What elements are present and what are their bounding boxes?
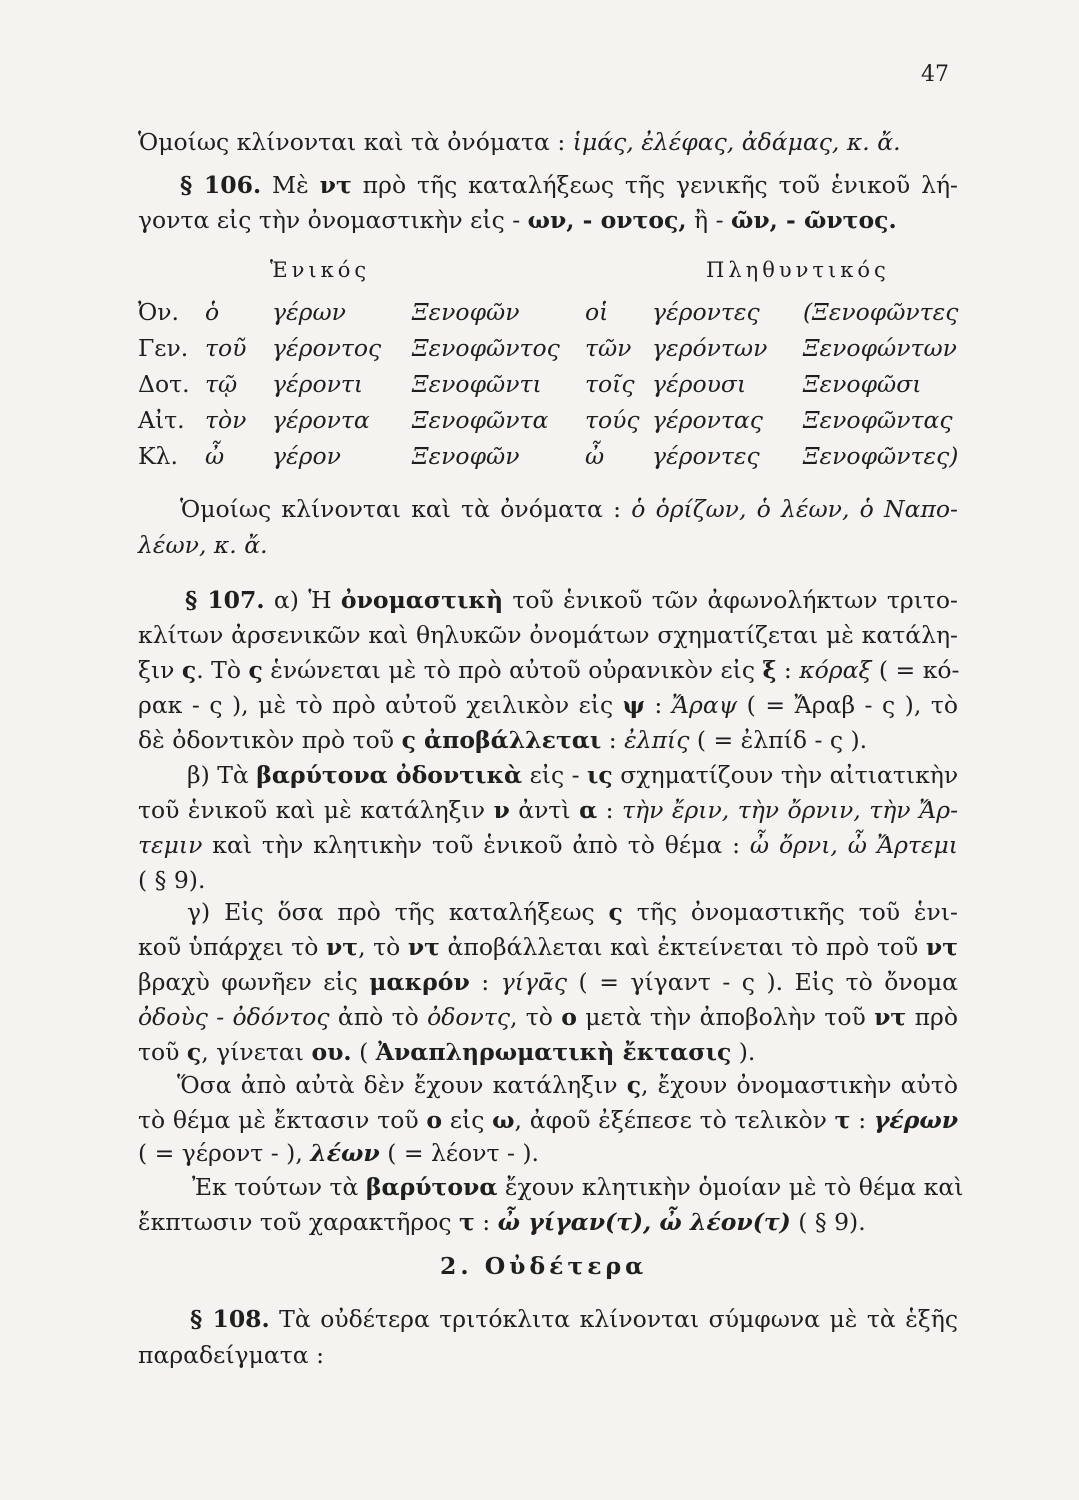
bold-term: α: [579, 796, 598, 824]
para-text: , τὸ: [510, 1003, 562, 1031]
para-text: γ) Εἰς ὅσα πρὸ τῆς καταλήξεως: [187, 898, 609, 926]
para-text: δὲ ὀδοντικὸν πρὸ τοῦ: [138, 726, 402, 754]
bold-term: ν: [493, 796, 510, 824]
word-xenophon: Ξενοφῶν: [412, 442, 520, 470]
example-words: κόραξ: [799, 656, 872, 684]
bold-term: ξ: [762, 656, 777, 684]
para-text: τοῦ ἑνικοῦ τῶν ἀφωνολήκτων τριτο-: [503, 586, 958, 614]
gamma-line-2: [138, 932, 958, 962]
example-words: ὦ ὄρνι, ὦ Ἄρτεμι: [749, 831, 958, 859]
gamma-line-8: [138, 1138, 958, 1168]
bold-term: ς: [248, 656, 263, 684]
para-text: εἰς -: [522, 761, 588, 789]
para-text: τὸ θέμα μὲ ἔκτασιν τοῦ: [138, 1106, 427, 1134]
section-107-line-2: κλίτων ἀρσενικῶν καὶ θηλυκῶν ὀνομάτων σχηματίζεται μὲ κατάλη-: [138, 621, 958, 649]
word-xenophon-plural: Ξενοφῶντας: [803, 406, 953, 434]
gamma-line-9: [192, 1172, 964, 1202]
bold-term: ῶν, - ῶντος.: [730, 206, 897, 234]
example-words: λέων, κ. ἄ.: [138, 531, 268, 559]
header-plural: Πληθυντικός: [706, 258, 890, 282]
word-xenophon-plural: (Ξενοφῶντες: [803, 298, 959, 326]
para-text: β) Τὰ: [187, 761, 257, 789]
para-text: ξιν: [138, 656, 182, 684]
similar-nouns-line-2: [138, 530, 958, 560]
header-singular: Ἑνικός: [270, 258, 371, 282]
bold-term: βαρύτονα ὀδοντικὰ: [256, 761, 523, 789]
example-words: ἐλπίς: [624, 726, 690, 754]
gamma-line-5: [138, 1037, 958, 1067]
para-text: ( = γέροντ - ),: [138, 1139, 311, 1167]
case-label: Ὀν.: [138, 298, 180, 326]
example-words: ἱμάς, ἐλέφας, ἀδάμας, κ. ἄ.: [572, 128, 901, 156]
section-107-line-3: [138, 655, 958, 685]
article: τὸν: [205, 406, 247, 434]
para-text: :: [644, 691, 672, 719]
para-text: ( = κό-: [871, 656, 960, 684]
word-geron-plural: γέροντας: [652, 406, 763, 434]
para-text: κοῦ ὑπάρχει τὸ: [138, 933, 326, 961]
gamma-line-6: [177, 1070, 958, 1100]
section-106-line-2: [138, 205, 958, 235]
article: ὁ: [205, 298, 220, 326]
example-words: λέων: [310, 1139, 380, 1167]
para-text: :: [850, 1106, 874, 1134]
para-text: Ἐκ τούτων τὰ: [192, 1173, 366, 1201]
example-words: τὴν ἔριν, τὴν ὄρνιν, τὴν Ἄρ-: [622, 796, 959, 824]
gamma-line-10: [138, 1207, 958, 1237]
bold-term: τ: [834, 1106, 851, 1134]
para-text: ( = Ἄραβ - ς ), τὸ: [737, 691, 958, 719]
article-plural: τῶν: [585, 334, 632, 362]
para-text: ἀπὸ τὸ: [329, 1003, 428, 1031]
word-xenophon-plural: Ξενοφῶντες): [803, 442, 959, 470]
word-xenophon-plural: Ξενοφώντων: [803, 334, 957, 362]
para-text: α) Ἡ: [264, 586, 341, 614]
beta-line-4: ( § 9).: [138, 866, 206, 894]
para-text: , τὸ: [358, 933, 408, 961]
para-text: ἑνώνεται μὲ τὸ πρὸ αὐτοῦ οὐρανικὸν εἰς: [262, 656, 763, 684]
para-text: :: [474, 1208, 498, 1236]
para-text: Ὁμοίως κλίνονται καὶ τὰ ὀνόματα :: [180, 495, 632, 523]
para-text: Τὰ οὐδέτερα τριτόκλιτα κλίνονται σύμφωνα μὲ τὰ ἑξῆς: [269, 1305, 958, 1333]
para-text: εἰς: [442, 1106, 493, 1134]
word-xenophon: Ξενοφῶντος: [412, 334, 560, 362]
section-108-line-1: [190, 1304, 958, 1334]
bold-term: Ἀναπληρωματικὴ ἔκτασις: [375, 1038, 732, 1066]
para-text: , ἀφοῦ ἐξέπεσε τὸ τελικὸν: [514, 1106, 835, 1134]
gamma-line-7: [138, 1105, 958, 1135]
bold-term: ις: [587, 761, 613, 789]
para-text: ( = γίγαντ - ς ). Εἰς τὸ ὄνομα: [567, 968, 958, 996]
bold-term: ντ: [407, 933, 440, 961]
bold-term: ντ: [319, 171, 352, 199]
para-text: ρακ - ς ), μὲ τὸ πρὸ αὐτοῦ χειλικὸν εἰς: [138, 691, 623, 719]
bold-term: ντ: [874, 1003, 907, 1031]
bold-term: ω: [492, 1106, 515, 1134]
para-text: ).: [731, 1038, 756, 1066]
para-text: ἔκπτωσιν τοῦ χαρακτῆρος: [138, 1208, 459, 1236]
example-words: γέρων: [873, 1106, 958, 1134]
section-108-line-2: παραδείγματα :: [138, 1341, 324, 1369]
para-text: καὶ τὴν κλητικὴν τοῦ ἑνικοῦ ἀπὸ τὸ θέμα :: [202, 831, 750, 859]
gamma-line-1: [187, 897, 958, 927]
example-words: τεμιν: [138, 831, 203, 859]
example-words: ὦ γίγαν(τ), ὦ λέον(τ): [497, 1208, 791, 1236]
article-plural: τοῖς: [585, 370, 635, 398]
para-text: τῆς ὀνομαστικῆς τοῦ ἑνι-: [622, 898, 958, 926]
similar-nouns-line-1: [180, 494, 958, 524]
article: τοῦ: [205, 334, 247, 362]
bold-term: ς: [186, 1038, 202, 1066]
example-words: ὁ ὁρίζων, ὁ λέων, ὁ Ναπο-: [631, 495, 958, 523]
bold-term: μακρόν: [369, 968, 470, 996]
bold-term: βαρύτονα: [365, 1173, 498, 1201]
para-text: ( = ἐλπίδ - ς ).: [689, 726, 868, 754]
para-text: μετὰ τὴν ἀποβολὴν τοῦ: [576, 1003, 875, 1031]
beta-line-2: [138, 795, 958, 825]
para-105-line: [138, 127, 958, 157]
para-text: ἀποβάλλεται καὶ ἐκτείνεται τὸ πρὸ τοῦ: [440, 933, 926, 961]
word-xenophon: Ξενοφῶν: [412, 298, 520, 326]
para-text: (: [351, 1038, 376, 1066]
para-text: ( § 9).: [790, 1208, 866, 1236]
gamma-line-4: [138, 1002, 958, 1032]
bold-term: ο: [561, 1003, 577, 1031]
article-plural: ὦ: [585, 442, 605, 470]
word-xenophon: Ξενοφῶντα: [412, 406, 549, 434]
bold-term: ψ: [622, 691, 645, 719]
para-text: Ὁμοίως κλίνονται καὶ τὰ ὀνόματα :: [138, 128, 573, 156]
section-heading-neuter: 2. Οὐδέτερα: [440, 1252, 648, 1280]
section-107-line-5: [138, 725, 958, 755]
beta-line-3: [138, 830, 958, 860]
para-text: ἀντὶ: [509, 796, 580, 824]
beta-line-1: [187, 760, 958, 790]
article: τῷ: [205, 370, 238, 398]
para-text: Μὲ: [261, 171, 320, 199]
word-geron-plural: γέροντες: [652, 298, 760, 326]
bold-term: ὀνομαστικὴ: [340, 586, 504, 614]
bold-term: ντ: [925, 933, 959, 961]
bold-term: ς ἀποβάλλεται: [401, 726, 602, 754]
section-106-line-1: [180, 170, 958, 200]
word-geron: γέρων: [272, 298, 346, 326]
bold-term: ο: [426, 1106, 443, 1134]
para-text: :: [597, 796, 623, 824]
word-geron: γέροντος: [272, 334, 382, 362]
case-label: Κλ.: [138, 442, 178, 470]
bold-term: τ: [458, 1208, 475, 1236]
para-text: ἢ -: [686, 206, 731, 234]
para-text: σχηματίζουν τὴν αἰτιατικὴν: [612, 761, 959, 789]
word-xenophon: Ξενοφῶντι: [412, 370, 542, 398]
para-text: τοῦ: [138, 1038, 187, 1066]
section-number: § 107.: [185, 586, 265, 614]
section-107-line-4: [138, 690, 958, 720]
para-text: , γίνεται: [201, 1038, 312, 1066]
example-words: γίγᾱς: [500, 968, 568, 996]
section-number: § 106.: [180, 171, 262, 199]
para-text: , ἔχουν ὀνομαστικὴν αὐτὸ: [641, 1071, 958, 1099]
gamma-line-3: [138, 967, 958, 997]
bold-term: ου.: [311, 1038, 352, 1066]
case-label: Αἰτ.: [138, 406, 185, 434]
para-text: . Τὸ: [196, 656, 249, 684]
word-geron-plural: γέρουσι: [652, 370, 747, 398]
section-107-line-1: [185, 585, 958, 615]
word-geron: γέροντα: [272, 406, 370, 434]
case-label: Γεν.: [138, 334, 189, 362]
word-geron-plural: γέροντες: [652, 442, 760, 470]
para-text: πρὸ: [906, 1003, 958, 1031]
page-number: 47: [921, 62, 949, 87]
para-text: πρὸ τῆς καταλήξεως τῆς γενικῆς τοῦ ἑνικοῦ λή-: [351, 171, 958, 199]
para-text: βραχὺ φωνῆεν εἰς: [138, 968, 370, 996]
para-text: ( = λέοντ - ).: [379, 1139, 540, 1167]
para-text: ἔχουν κλητικὴν ὁμοίαν μὲ τὸ θέμα καὶ: [497, 1173, 964, 1201]
bold-term: ς: [608, 898, 623, 926]
para-text: τοῦ ἑνικοῦ καὶ μὲ κατάληξιν: [138, 796, 494, 824]
example-words: Ἄραψ: [671, 691, 738, 719]
article-plural: τούς: [585, 406, 640, 434]
para-text: :: [776, 656, 800, 684]
para-text: Ὅσα ἀπὸ αὐτὰ δὲν ἔχουν κατάληξιν: [177, 1071, 627, 1099]
para-text: :: [469, 968, 501, 996]
bold-term: ς: [626, 1071, 642, 1099]
example-words: ὀδοὺς - ὀδόντος: [138, 1003, 330, 1031]
case-label: Δοτ.: [138, 370, 190, 398]
word-xenophon-plural: Ξενοφῶσι: [803, 370, 922, 398]
bold-term: ων, - οντος,: [527, 206, 687, 234]
word-geron-plural: γερόντων: [652, 334, 768, 362]
article-plural: οἱ: [585, 298, 609, 326]
word-geron: γέρον: [272, 442, 341, 470]
article: ὦ: [205, 442, 225, 470]
example-words: ὀδοντς: [427, 1003, 510, 1031]
para-text: :: [601, 726, 625, 754]
bold-term: ς: [181, 656, 197, 684]
bold-term: ντ: [326, 933, 359, 961]
word-geron: γέροντι: [272, 370, 364, 398]
para-text: γοντα εἰς τὴν ὀνομαστικὴν εἰς -: [138, 206, 528, 234]
section-number: § 108.: [190, 1305, 270, 1333]
